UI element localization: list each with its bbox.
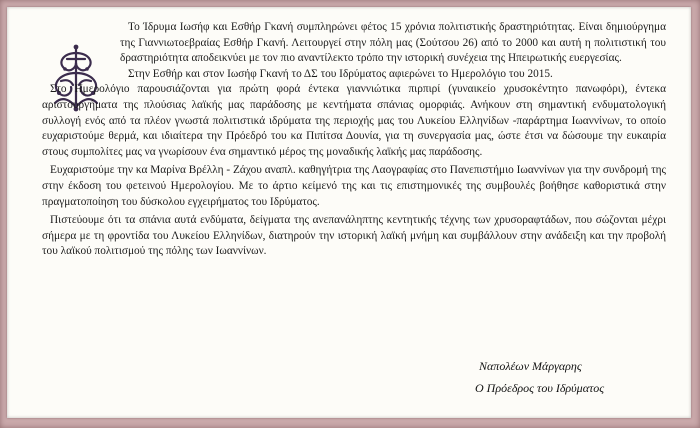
paragraph-calendar-description: Στο Ημερολόγιο παρουσιάζονται για πρώτη φορά έντεκα γιαννιώτικα πιρπιρί (γυναικείο χρυσοκέντητο πανωφόρι), έντεκα αριστουργήματα της πλούσιας λαϊκής μας παράδοσης με κεντήματα σπάνιας ομορφιάς. Ανήκουν στη σημαντική ενδυματολογική συλλογή ενός από τα πλέον γνωστά πολιτιστικά ιδρύματα της περιοχής μας του Λυκείου Ελληνίδων -παράρτημα Ιωαννίνων, το οποίο ευχαριστούμε θερμά, και ιδιαίτερα την Πρόεδρό του κα Πιπίτσα Δουνία, για τη συνεργασία μας, ώστε έτσι να δώσουμε την ευκαιρία στους συμπολίτες μας να γνωρίσουν ένα σημαντικό μέρος της μοναδικής λαϊκής μας παράδοσης. [42,83,666,158]
paragraph-foundation-intro: Το Ίδρυμα Ιωσήφ και Εσθήρ Γκανή συμπληρώνει φέτος 15 χρόνια πολιτιστικής δραστηριότητας. Είναι δημιούργημα της Γιαννιωτοεβραίας Εσθήρ Γκανή. Λειτουργεί στην πόλη μας (Σούτσου 26) από το 2000 και αυτή η πολιτιστική του δραστηριότητα αποδεικνύει με τον πιο αναντίλεκτο τρόπο την ιστορική συνέχεια της Ηπειρωτικής ευεργεσίας. [120,21,666,65]
signature-block [475,355,604,399]
letter-page [7,7,691,418]
letter-body [42,20,666,260]
paragraph-acknowledgement: Ευχαριστούμε την κα Μαρίνα Βρέλλη - Ζάχου αναπλ. καθηγήτρια της Λαογραφίας στο Πανεπιστήμιο Ιωαννίνων για την συνδρομή της στην έκδοση του φετεινού Ημερολογίου. Με το άρτιο κείμενό της και τις επιστημονικές της συμβουλές βοήθησε καθοριστικά στην πραγματοποίηση του δύσκολου εγχειρήματος του Ιδρύματος. [42,164,666,208]
signatory-title: Ο Πρόεδρος του Ιδρύματος [475,381,605,395]
signatory-name: Ναπολέων Μάργαρης [479,359,582,373]
paragraph-closing: Πιστεύουμε ότι τα σπάνια αυτά ενδύματα, δείγματα της ανεπανάληπτης κεντητικής τέχνης των χρυσοραφτάδων, που σώζονται μέχρι σήμερα με τη φροντίδα του Λυκείου Ελληνίδων, διατηρούν την ιστορική λαϊκή μνήμη και συμβάλλουν στην ανάδειξη και την προβολή του λαϊκού πολιτισμού της πόλης των Ιωαννίνων. [42,214,666,258]
paragraph-dedication: Στην Εσθήρ και στον Ιωσήφ Γκανή το ΔΣ του Ιδρύματος αφιερώνει το Ημερολόγιο του 2015. [128,67,553,80]
